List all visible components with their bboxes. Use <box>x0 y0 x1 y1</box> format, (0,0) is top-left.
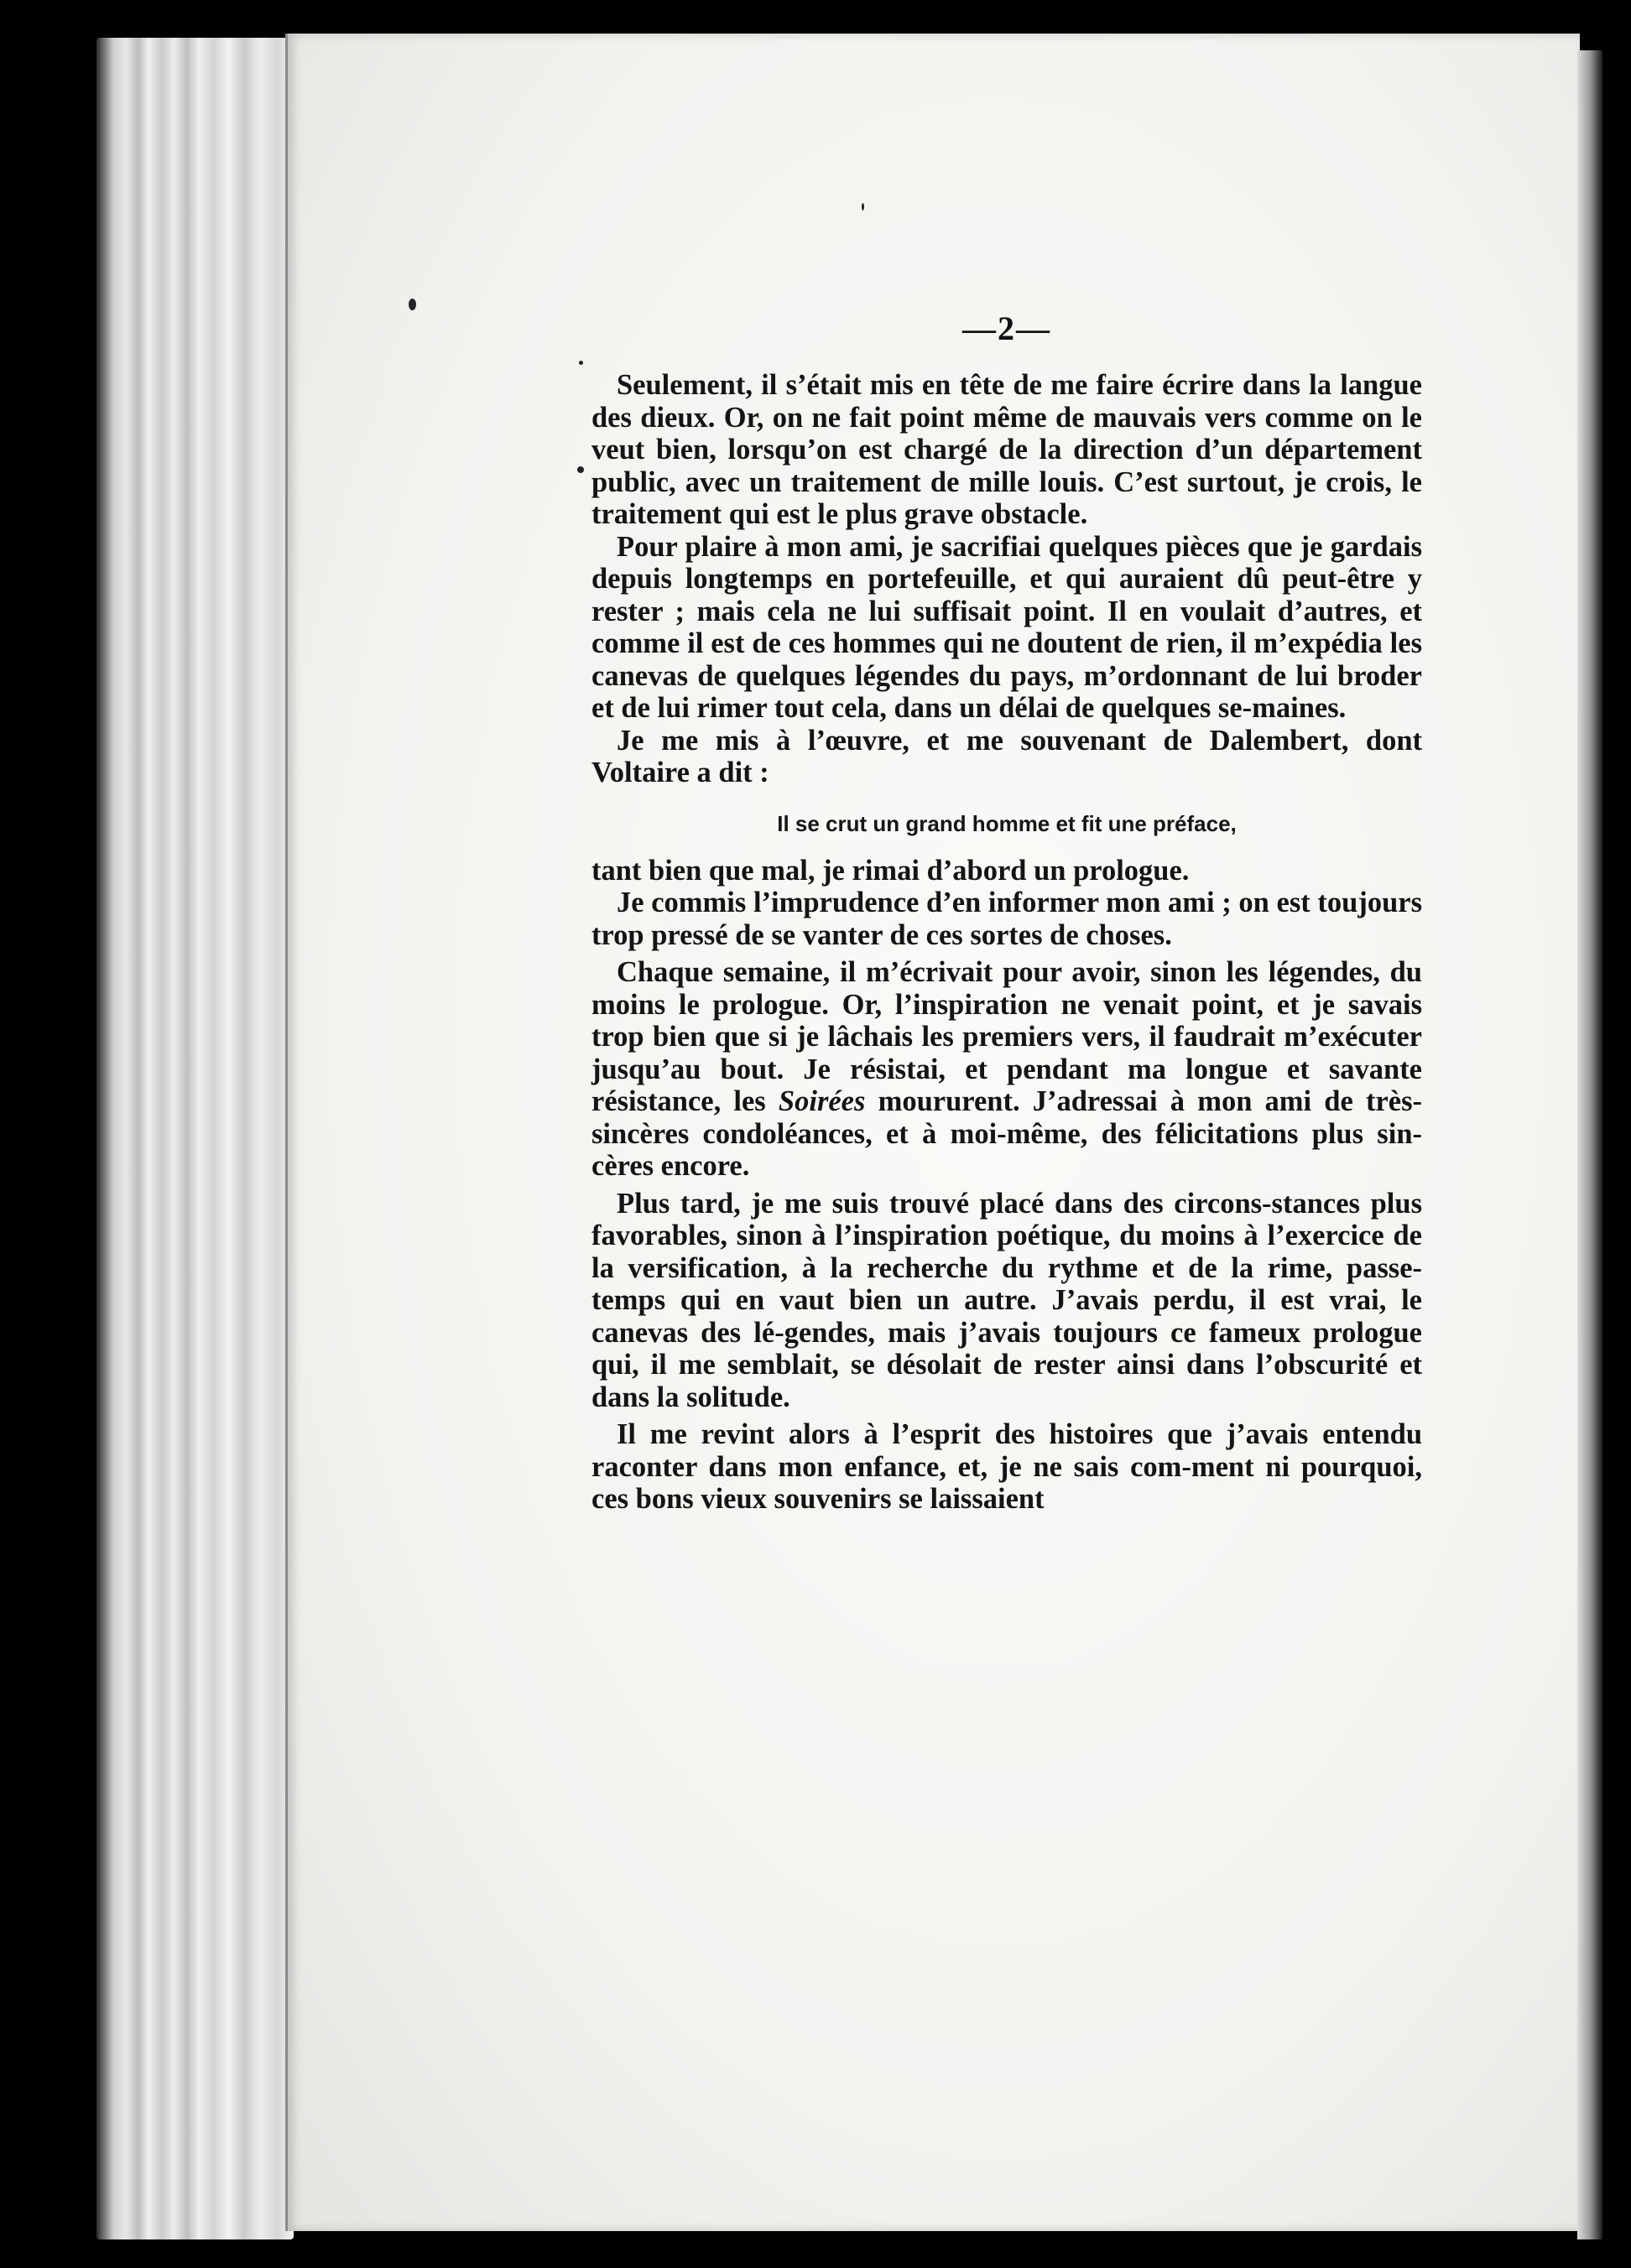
paragraph-soirees <box>591 956 1422 1183</box>
verse-quote: Il se crut un grand homme et fit une préface, <box>777 810 1237 836</box>
page-body-text <box>591 369 1422 1516</box>
paragraph: Il me revint alors à l’esprit des histoires que j’avais entendu raconter dans mon enfance, et, je ne sais com-ment ni pourquoi, ces bons vieux souvenirs se laissaient <box>591 1418 1422 1515</box>
paragraph: Pour plaire à mon ami, je sacrifiai quelques pièces que je gardais depuis longtemps en portefeuille, et qui auraient dû peut-être y rester ; mais cela ne lui suffisait point. Il en voulait d’autres, et comme il est de ces hommes qui ne doutent de rien, il m’expédia les canevas de quelques légendes du pays, m’ordonnant de lui broder et de lui rimer tout cela, dans un délai de quelques se-maines. <box>591 530 1422 724</box>
book-page-edges <box>96 38 294 2239</box>
ink-speck <box>862 203 864 211</box>
paragraph: Je me mis à l’œuvre, et me souvenant de Dalembert, dont Voltaire a dit : <box>591 724 1422 788</box>
right-page-edge <box>1577 50 1602 2239</box>
ink-speck <box>409 299 416 310</box>
paragraph: Plus tard, je me suis trouvé placé dans des circons-stances plus favorables, sinon à l’inspiration poétique, du moins à l’exercice de la versification, à la recherche du rythme et de la rime, passe-temps qui en vaut bien un autre. J’avais perdu, il est vrai, le canevas des lé-gendes, mais j’avais toujours ce fameux prologue qui, il me semblait, se désolait de rester ainsi dans l’obscurité et dans la solitude. <box>591 1187 1422 1413</box>
page-number: —2— <box>962 310 1051 347</box>
ink-speck <box>579 361 583 365</box>
paragraph-continuation: tant bien que mal, je rimai d’abord un prologue. <box>591 854 1190 887</box>
paragraph-text: moururent. J’adressai à mon ami de très-sincères condoléances, et à moi-même, des félicitations plus sin-cères encore. <box>591 1085 1422 1182</box>
paragraph: Seulement, il s’était mis en tête de me faire écrire dans la langue des dieux. Or, on ne fait point même de mauvais vers comme on le veut bien, lorsqu’on est chargé de la direction d’un département public, avec un traitement de mille louis. C’est surtout, je crois, le traitement qui est le plus grave obstacle. <box>591 369 1422 530</box>
ink-speck <box>577 466 584 473</box>
paragraph: Je commis l’imprudence d’en informer mon ami ; on est toujours trop pressé de se vanter de ces sortes de choses. <box>591 887 1422 951</box>
paragraph-text: Chaque semaine, il m’écrivait pour avoir, sinon les légendes, du moins le prologue. Or, l’inspiration ne venait point, et je savais trop bien que si je lâchais les premiers vers, il faudrait m’exécuter jusqu’au bout. Je résistai, et pendant ma longue et savante résistance, les <box>591 956 1422 1117</box>
italic-title: Soirées <box>778 1085 866 1117</box>
